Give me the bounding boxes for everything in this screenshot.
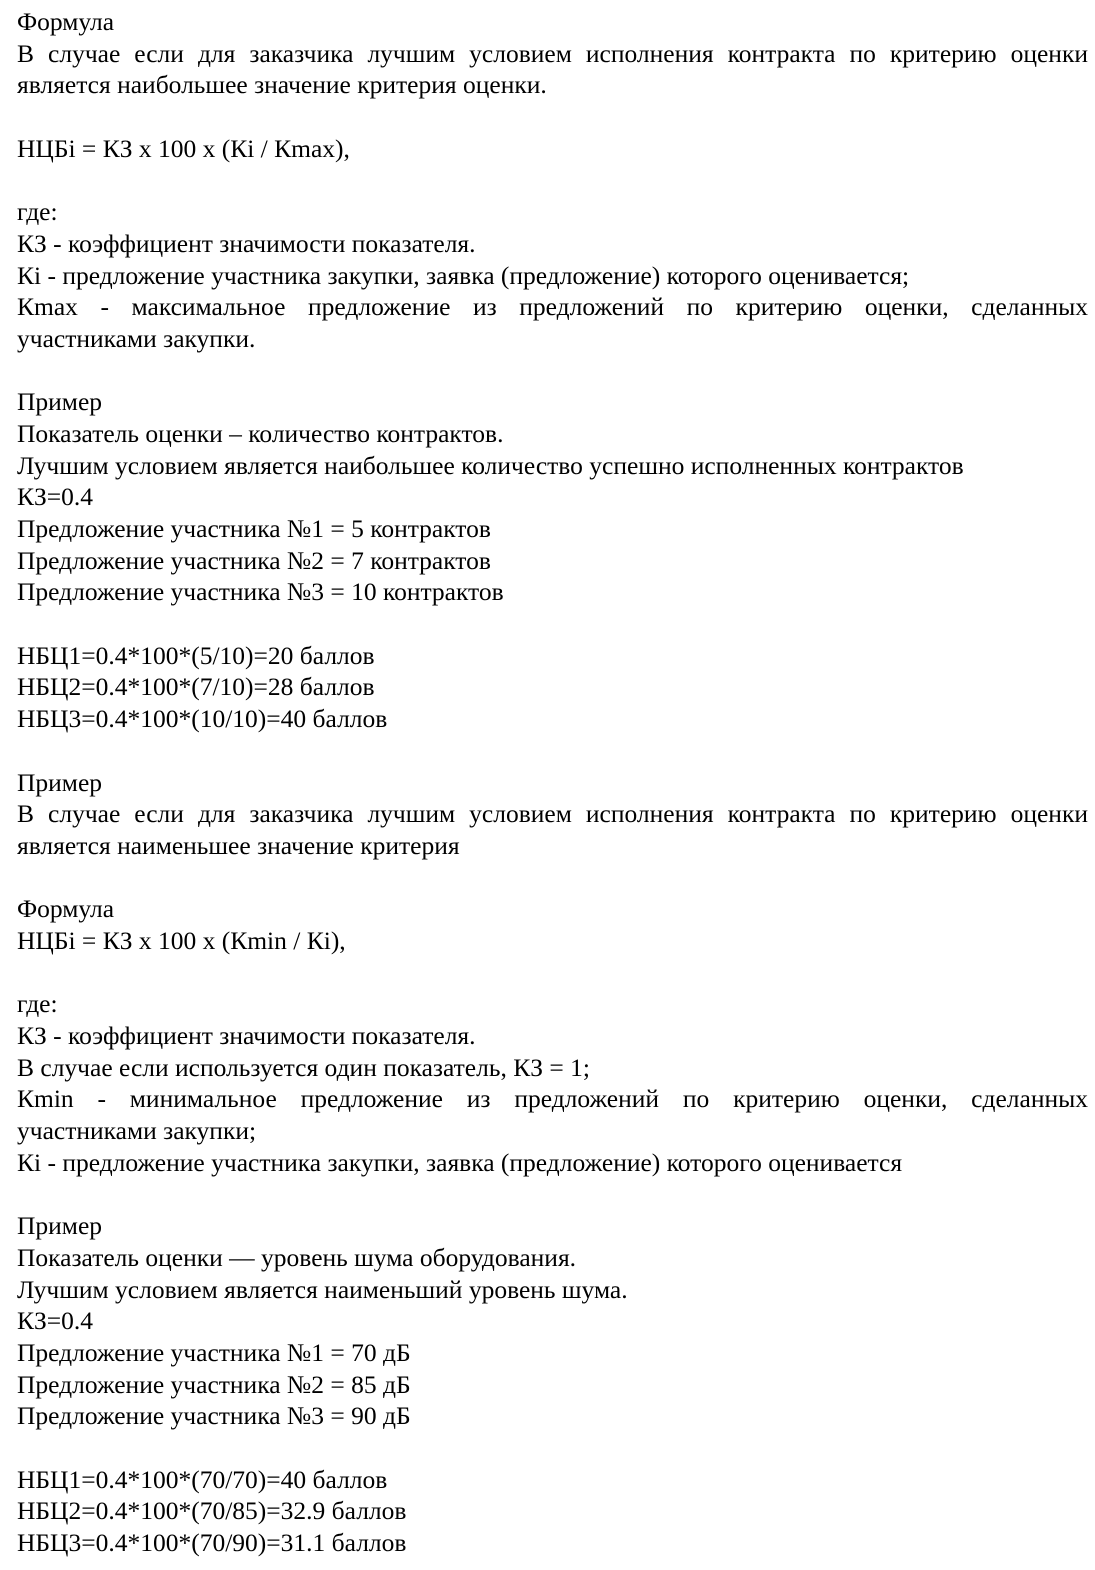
definition-kmin-cont: участниками закупки; bbox=[17, 1116, 257, 1146]
example-result: НБЦ3=0.4*100*(10/10)=40 баллов bbox=[17, 704, 388, 734]
definition-kmin: Кmin - минимальное предложение из предложений по критерию оценки, сделанных bbox=[17, 1084, 1088, 1114]
example-kz: КЗ=0.4 bbox=[17, 482, 94, 512]
spacer bbox=[17, 101, 1088, 133]
definition-kz: КЗ - коэффициент значимости показателя. bbox=[17, 228, 476, 258]
definition-ki: Кi - предложение участника закупки, заявка (предложение) которого оценивается bbox=[17, 1147, 903, 1177]
definition-kmax: Кmax - максимальное предложение из предложений по критерию оценки, сделанных bbox=[17, 292, 1088, 322]
spacer bbox=[17, 862, 1088, 894]
definition-ki: Кi - предложение участника закупки, заявка (предложение) которого оценивается; bbox=[17, 260, 910, 290]
example-heading: Пример bbox=[17, 387, 103, 417]
example-best-condition: Лучшим условием является наименьший уровень шума. bbox=[17, 1274, 628, 1304]
definition-kmax-cont: участниками закупки. bbox=[17, 323, 256, 353]
example-result: НБЦ1=0.4*100*(70/70)=40 баллов bbox=[17, 1464, 388, 1494]
where-label: где: bbox=[17, 197, 58, 227]
example-offer: Предложение участника №1 = 70 дБ bbox=[17, 1337, 411, 1367]
spacer bbox=[17, 1178, 1088, 1210]
example-result: НБЦ3=0.4*100*(70/90)=31.1 баллов bbox=[17, 1528, 407, 1557]
spacer bbox=[17, 957, 1088, 989]
example-indicator: Показатель оценки – количество контрактов. bbox=[17, 418, 504, 448]
intro-line: является наименьшее значение критерия bbox=[17, 830, 460, 860]
example-heading: Пример bbox=[17, 767, 103, 797]
example-offer: Предложение участника №1 = 5 контрактов bbox=[17, 514, 491, 543]
example-result: НБЦ2=0.4*100*(70/85)=32.9 баллов bbox=[17, 1496, 407, 1526]
example-offer: Предложение участника №2 = 85 дБ bbox=[17, 1369, 411, 1399]
spacer bbox=[17, 1432, 1088, 1464]
intro-line: В случае если для заказчика лучшим условием исполнения контракта по критерию оценки bbox=[17, 38, 1088, 68]
example-result: НБЦ1=0.4*100*(5/10)=20 баллов bbox=[17, 640, 375, 670]
spacer bbox=[17, 608, 1088, 640]
spacer bbox=[17, 355, 1088, 387]
example-offer: Предложение участника №3 = 90 дБ bbox=[17, 1401, 411, 1431]
example-heading: Пример bbox=[17, 1211, 103, 1241]
intro-line: В случае если для заказчика лучшим условием исполнения контракта по критерию оценки bbox=[17, 799, 1088, 829]
formula-heading: Формула bbox=[17, 894, 115, 924]
spacer bbox=[17, 164, 1088, 196]
where-label: где: bbox=[17, 989, 58, 1019]
definition-single-indicator: В случае если используется один показатель, КЗ = 1; bbox=[17, 1052, 590, 1082]
formula-text: НЦБi = КЗ x 100 x (Кi / Кmax), bbox=[17, 133, 350, 163]
example-indicator: Показатель оценки — уровень шума оборудования. bbox=[17, 1242, 577, 1272]
formula-heading: Формула bbox=[17, 7, 115, 36]
definition-kz: КЗ - коэффициент значимости показателя. bbox=[17, 1021, 476, 1050]
example-result: НБЦ2=0.4*100*(7/10)=28 баллов bbox=[17, 672, 375, 702]
example-offer: Предложение участника №3 = 10 контрактов bbox=[17, 577, 504, 607]
spacer bbox=[17, 735, 1088, 767]
intro-line: является наибольшее значение критерия оценки. bbox=[17, 70, 547, 100]
example-kz: КЗ=0.4 bbox=[17, 1306, 94, 1336]
document-body bbox=[17, 6, 1088, 1559]
example-offer: Предложение участника №2 = 7 контрактов bbox=[17, 545, 491, 575]
example-best-condition: Лучшим условием является наибольшее количество успешно исполненных контрактов bbox=[17, 450, 964, 480]
formula-text: НЦБi = КЗ x 100 x (Кmin / Кi), bbox=[17, 925, 346, 955]
